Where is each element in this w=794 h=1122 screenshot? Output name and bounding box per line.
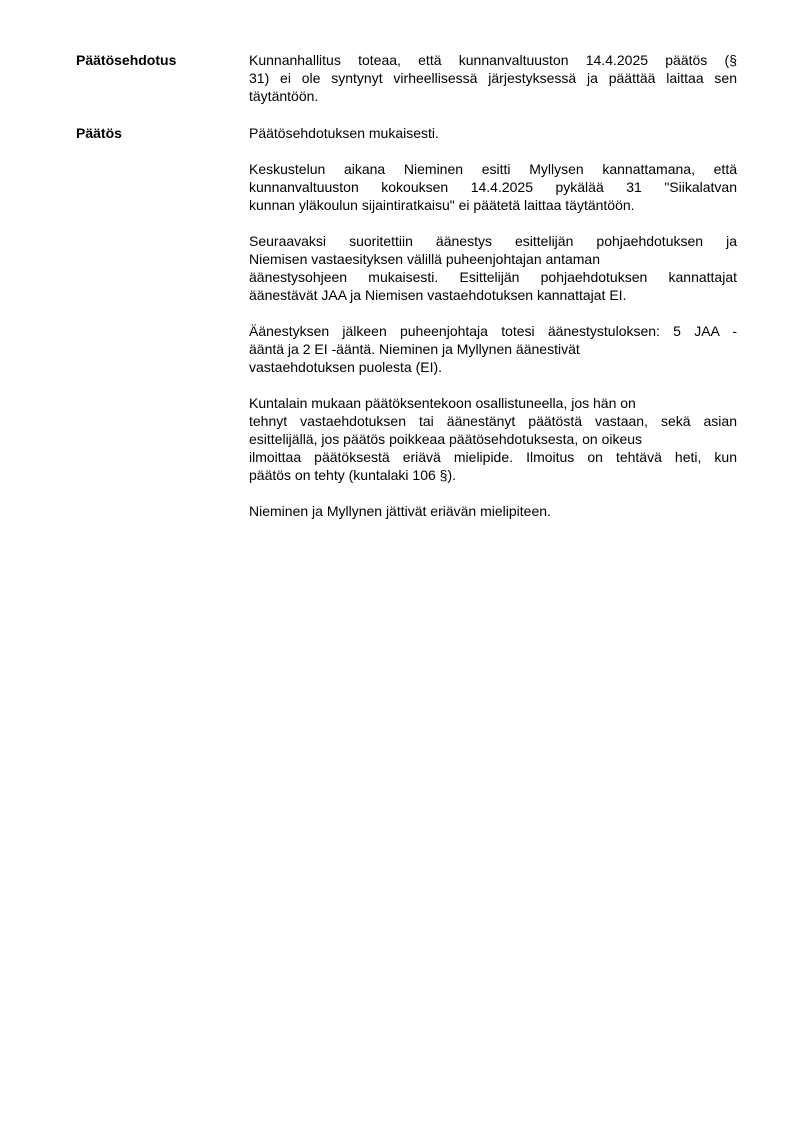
text-line: täytäntöön.: [249, 88, 319, 104]
paragraph: [249, 502, 737, 520]
text-line: kunnanvaltuuston kokouksen 14.4.2025 pykälää 31 "Siikalatvan: [249, 179, 737, 195]
paragraph: [249, 124, 737, 142]
text-line: Äänestyksen jälkeen puheenjohtaja totesi äänestystuloksen: 5 JAA -: [249, 323, 737, 339]
text-line: äänestävät JAA ja Niemisen vastaehdotuksen kannattajat EI.: [249, 287, 627, 303]
text-line: Niemisen vastaesityksen välillä puheenjohtajan antaman: [249, 251, 600, 267]
paragraph: [249, 394, 737, 484]
section-label: Päätösehdotus: [76, 52, 177, 68]
text-line: Keskustelun aikana Nieminen esitti Myllysen kannattamana, että: [249, 161, 737, 177]
section-label: Päätös: [76, 125, 122, 141]
text-line: äänestysohjeen mukaisesti. Esittelijän pohjaehdotuksen kannattajat: [249, 269, 737, 285]
text-line: ääntä ja 2 EI -ääntä. Nieminen ja Myllynen äänestivät: [249, 341, 580, 357]
text-line: Kuntalain mukaan päätöksentekoon osallistuneella, jos hän on: [249, 395, 636, 411]
text-line: Kunnanhallitus toteaa, että kunnanvaltuuston 14.4.2025 päätös (§: [249, 52, 737, 68]
text-line: ilmoittaa päätöksestä eriävä mielipide. Ilmoitus on tehtävä heti, kun: [249, 449, 737, 465]
text-line: Seuraavaksi suoritettiin äänestys esittelijän pohjaehdotuksen ja: [249, 233, 737, 249]
section-content: [249, 51, 737, 123]
paragraph: [249, 322, 737, 376]
paragraph: [249, 160, 737, 214]
text-line: esittelijällä, jos päätös poikkeaa päätösehdotuksesta, on oikeus: [249, 431, 643, 447]
text-line: päätös on tehty (kuntalaki 106 §).: [249, 467, 457, 483]
text-line: 31) ei ole syntynyt virheellisessä järjestyksessä ja päättää laittaa sen: [249, 70, 737, 86]
text-line: kunnan yläkoulun sijaintiratkaisu" ei päätetä laittaa täytäntöön.: [249, 197, 635, 213]
paragraph: [249, 232, 737, 304]
text-line: Nieminen ja Myllynen jättivät eriävän mielipiteen.: [249, 503, 551, 519]
paragraph: [249, 51, 737, 105]
text-line: vastaehdotuksen puolesta (EI).: [249, 359, 443, 375]
section-content: [249, 124, 737, 538]
text-line: Päätösehdotuksen mukaisesti.: [249, 125, 439, 141]
text-line: tehnyt vastaehdotuksen tai äänestänyt päätöstä vastaan, sekä asian: [249, 413, 737, 429]
